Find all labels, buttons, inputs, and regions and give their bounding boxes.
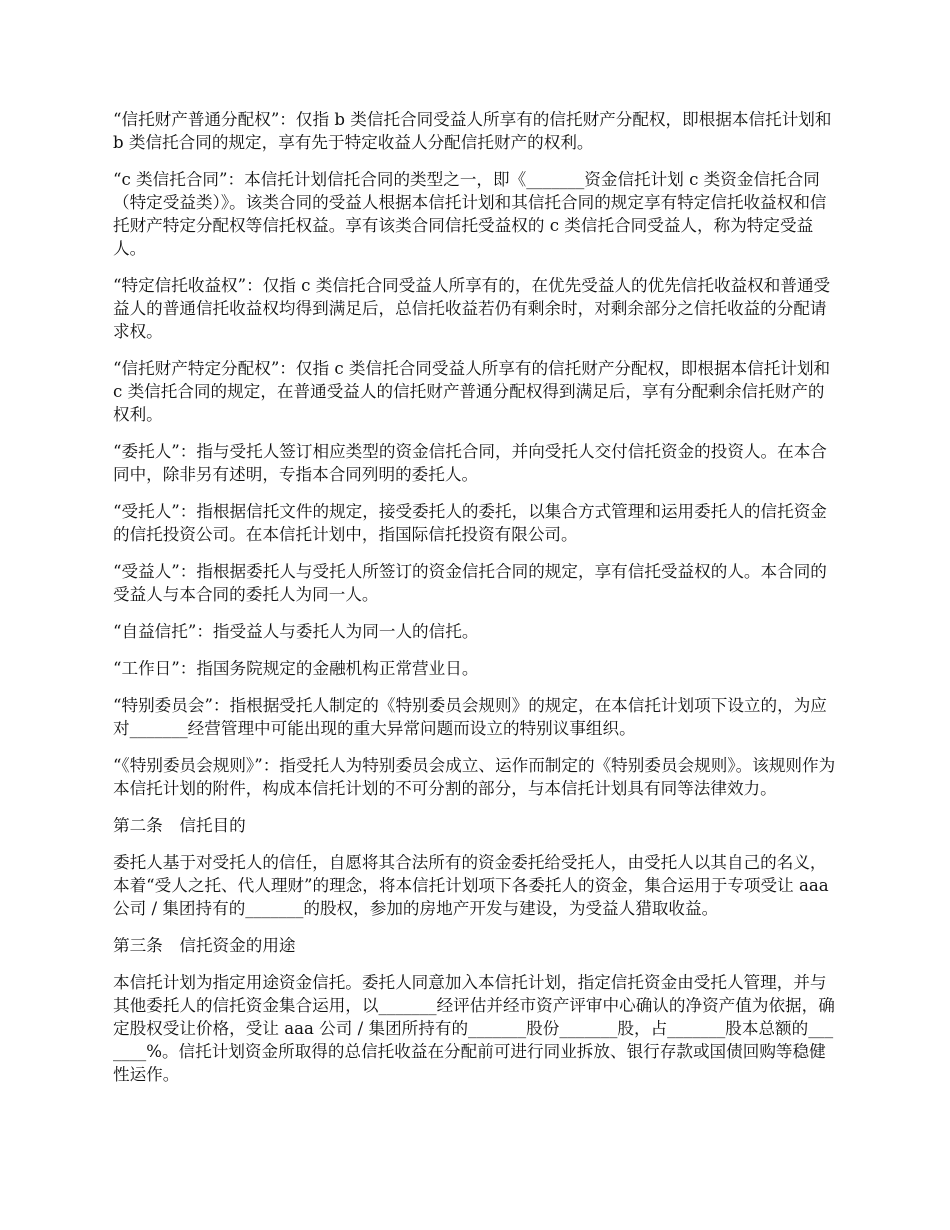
definition-trust-property-general-distribution: “信托财产普通分配权”：仅指 b 类信托合同受益人所享有的信托财产分配权，即根据本信托计划和 b 类信托合同的规定，享有先于特定收益人分配信托财产的权利。 [113, 110, 832, 152]
article-3-heading: 第三条 信托资金的用途 [113, 936, 296, 955]
document-body [113, 108, 839, 1100]
article-2-heading: 第二条 信托目的 [113, 816, 246, 835]
definition-settlor: “委托人”：指与受托人签订相应类型的资金信托合同，并向受托人交付信托资金的投资人。在本合同中，除非另有述明，专指本合同列明的委托人。 [113, 442, 827, 484]
definition-special-committee: “特别委员会”：指根据受托人制定的《特别委员会规则》的规定，在本信托计划项下设立的，为应对_______经营管理中可能出现的重大异常问题而设立的特别议事组织。 [113, 696, 827, 738]
definition-beneficiary: “受益人”：指根据委托人与受托人所签订的资金信托合同的规定，享有信托受益权的人。本合同的受益人与本合同的委托人为同一人。 [113, 562, 827, 604]
definition-trustee: “受托人”：指根据信托文件的规定，接受委托人的委托，以集合方式管理和运用委托人的信托资金的信托投资公司。在本信托计划中，指国际信托投资有限公司。 [113, 502, 827, 544]
definition-special-committee-rules: “《特别委员会规则》”：指受托人为特别委员会成立、运作而制定的《特别委员会规则》。该规则作为本信托计划的附件，构成本信托计划的不可分割的部分，与本信托计划具有同等法律效力。 [113, 756, 836, 798]
definition-self-benefit-trust: “自益信托”：指受益人与委托人为同一人的信托。 [113, 622, 479, 641]
definition-trust-property-specific-distribution: “信托财产特定分配权”：仅指 c 类信托合同受益人所享有的信托财产分配权，即根据本信托计划和 c 类信托合同的规定，在普通受益人的信托财产普通分配权得到满足后，享有分配剩余信托财产的权利。 [113, 359, 831, 424]
definition-c-class-trust-contract: “c 类信托合同”：本信托计划信托合同的类型之一，即《_______资金信托计划 c 类资金信托合同（特定受益类）》。该类合同的受益人根据本信托计划和其信托合同的规定享有特定信托收益权和信托财产特定分配权等信托权益。享有该类合同信托受益权的 c 类信托合同受益人，称为特定受益人。 [113, 170, 827, 258]
article-3-text: 本信托计划为指定用途资金信托。委托人同意加入本信托计划，指定信托资金由受托人管理，并与其他委托人的信托资金集合运用，以_______经评估并经市资产评审中心确认的净资产值为依据，确定股权受让价格，受让 aaa 公司 / 集团所持有的_______股份_______股，占_______股本总额的_______%。信托计划资金所取得的总信托收益在分配前可进行同业拆放、银行存款或国债回购等稳健性运作。 [113, 973, 835, 1084]
definition-working-day: “工作日”：指国务院规定的金融机构正常营业日。 [113, 659, 479, 678]
article-2-text: 委托人基于对受托人的信任，自愿将其合法所有的资金委托给受托人，由受托人以其自己的名义，本着“受人之托、代人理财”的理念，将本信托计划项下各委托人的资金，集合运用于专项受让 aaa 公司 / 集团持有的_______的股权，参加的房地产开发与建设，为受益人猎取收益。 [113, 853, 829, 918]
definition-specific-trust-income-right: “特定信托收益权”：仅指 c 类信托合同受益人所享有的，在优先受益人的优先信托收益权和普通受益人的普通信托收益权均得到满足后，总信托收益若仍有剩余时，对剩余部分之信托收益的分配请求权。 [113, 276, 831, 341]
